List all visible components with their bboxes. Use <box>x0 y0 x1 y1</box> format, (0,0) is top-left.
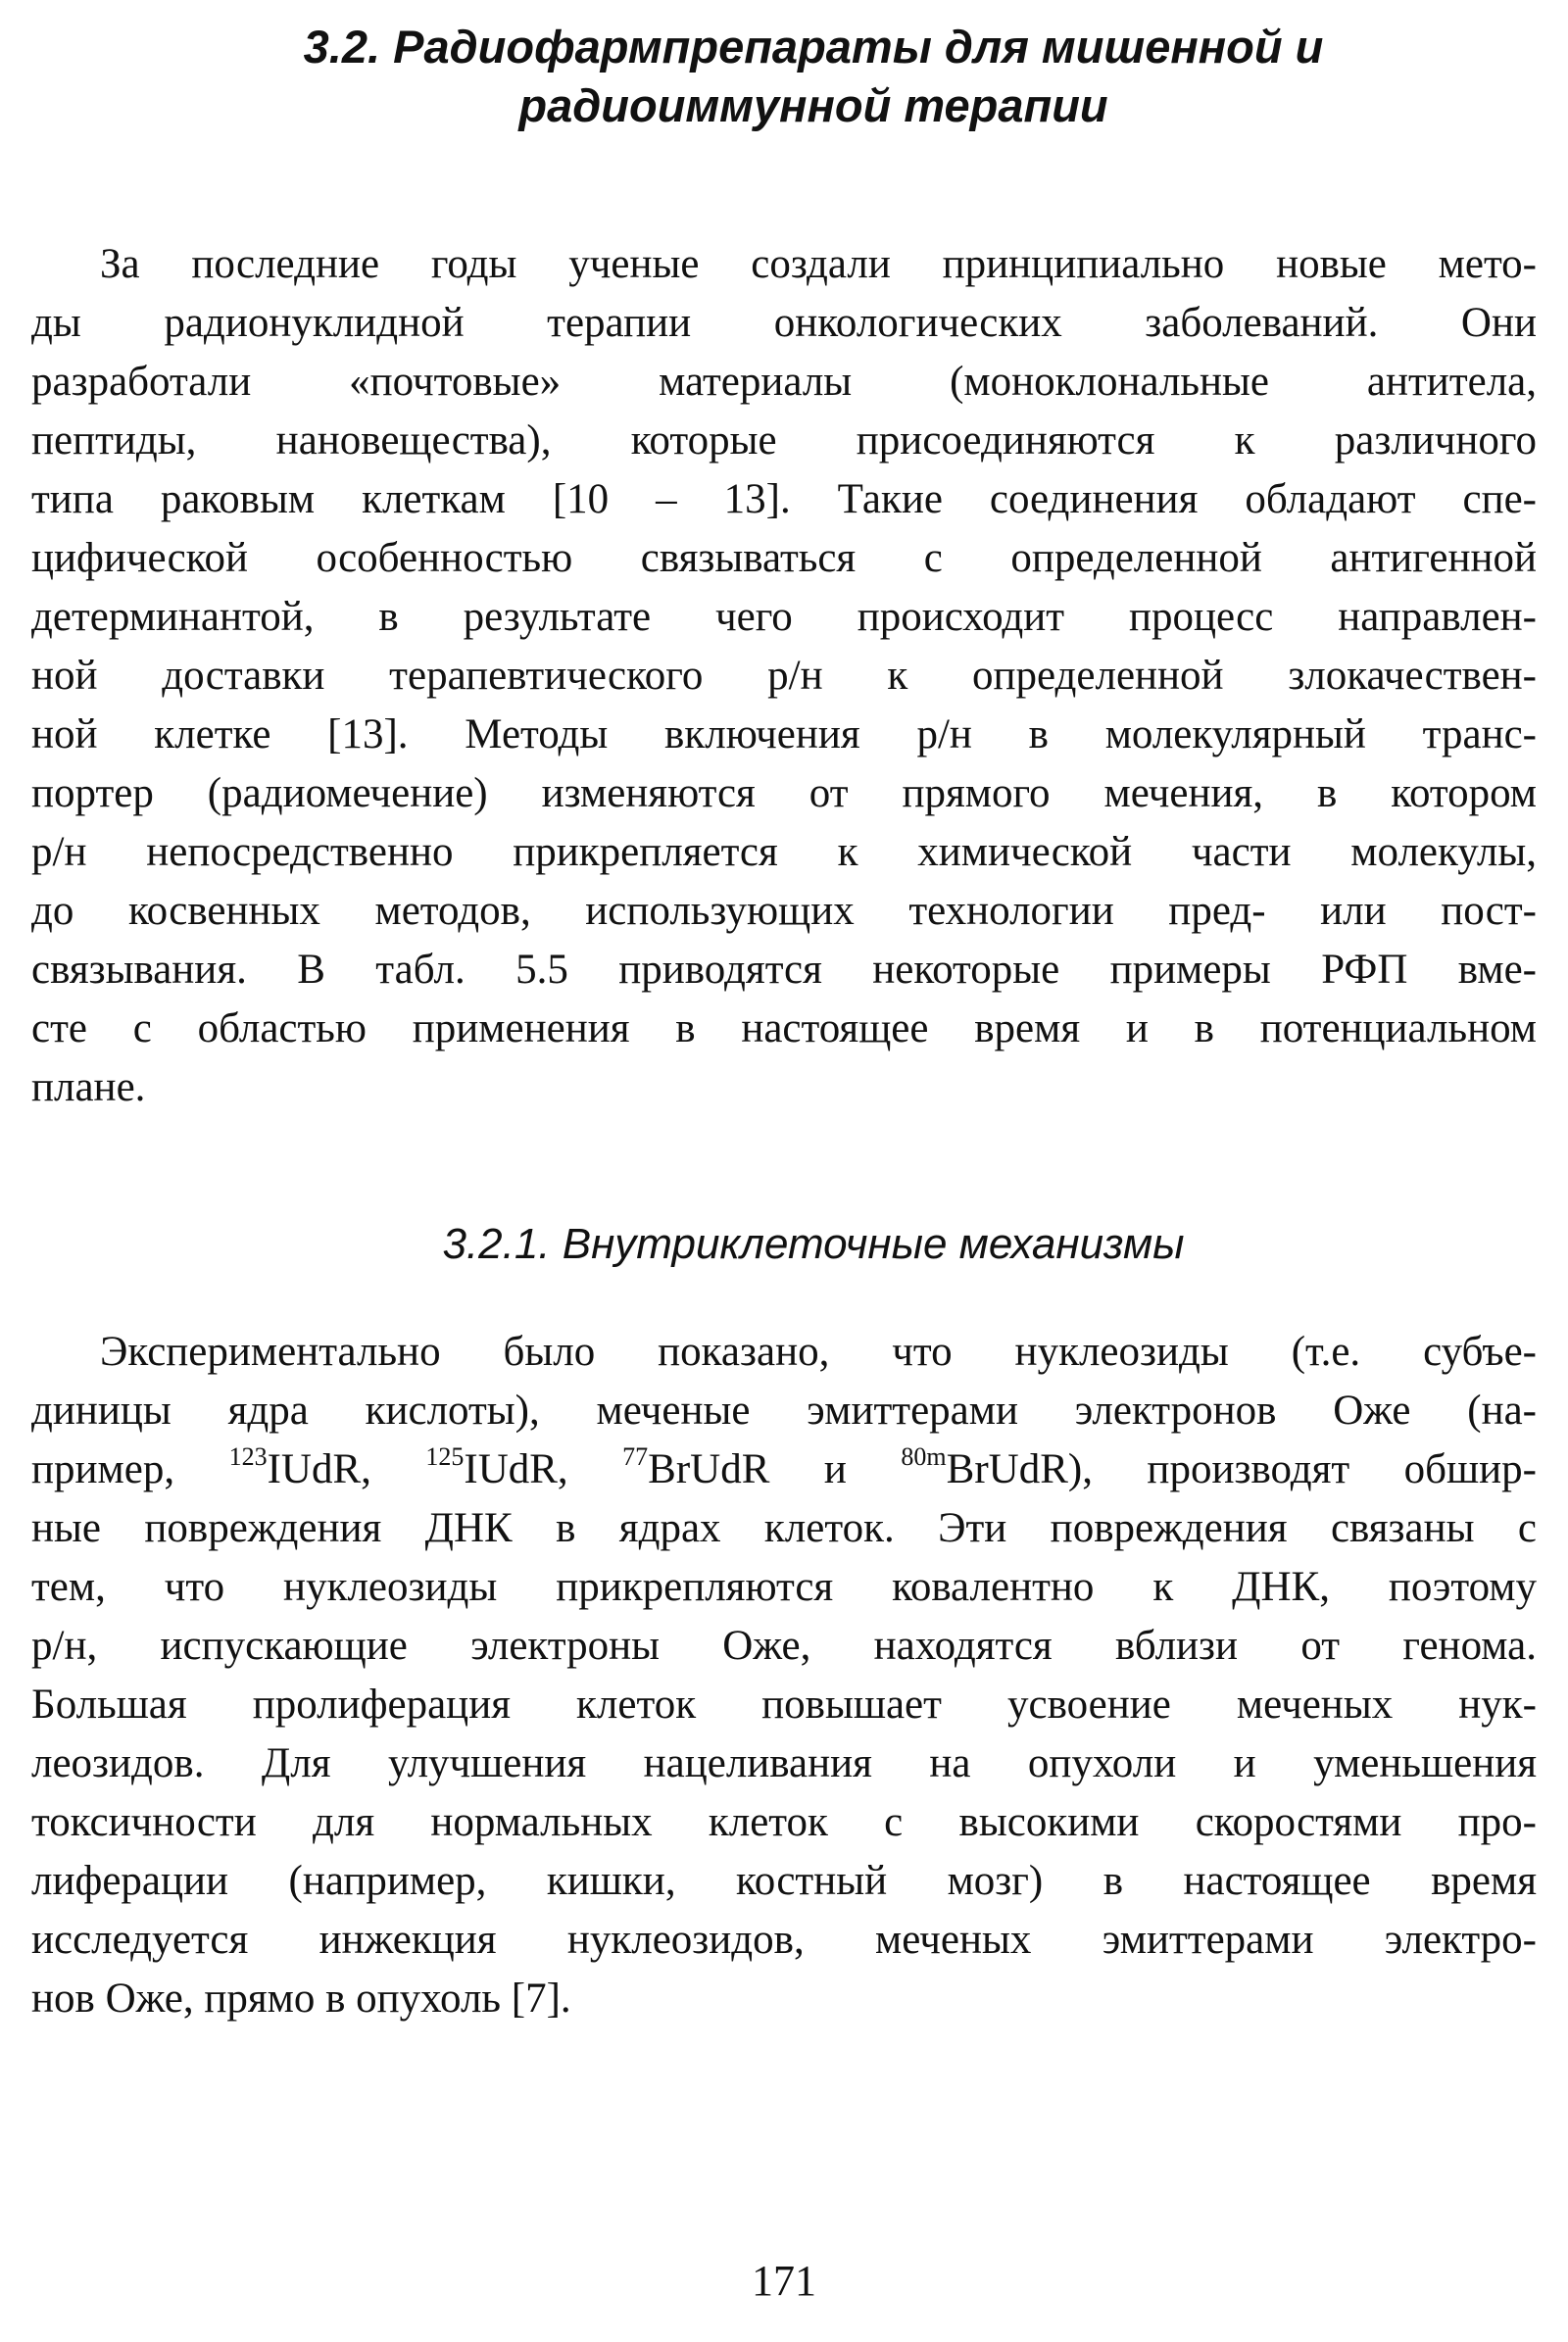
isotope-mass-bromine-80m: 80m <box>901 1442 947 1471</box>
paragraph-line: лиферации (например, кишки, костный мозг) в настоящее время <box>31 1858 1537 1904</box>
paragraph-line: р/н непосредственно прикрепляется к химической части молекулы, <box>31 829 1537 875</box>
paragraph-line: нов Оже, прямо в опухоль [7]. <box>31 1976 571 2022</box>
paragraph-line: детерминантой, в результате чего происходит процесс направлен- <box>31 594 1537 640</box>
paragraph-line: типа раковым клеткам [10 – 13]. Такие соединения обладают спе- <box>31 476 1537 522</box>
isotope-name-brudr-80m: BrUdR), производят обшир- <box>946 1446 1537 1492</box>
isotope-mass-bromine-77: 77 <box>622 1442 649 1471</box>
section-title <box>118 18 1509 135</box>
paragraph-line: ды радионуклидной терапии онкологических заболеваний. Они <box>31 300 1537 346</box>
paragraph-line: За последние годы ученые создали принципиально новые мето- <box>100 241 1537 287</box>
paragraph-line: до косвенных методов, использующих технологии пред- или пост- <box>31 888 1537 934</box>
subsection-title: 3.2.1. Внутриклеточные механизмы <box>442 1220 1185 1268</box>
isotope-line-prefix: пример, <box>31 1446 229 1492</box>
isotope-name-iudr-123: IUdR, <box>267 1446 426 1492</box>
paragraph-line: плане. <box>31 1064 146 1110</box>
paragraph-line: исследуется инжекция нуклеозидов, меченых эмиттерами электро- <box>31 1917 1537 1963</box>
paragraph-line: Экспериментально было показано, что нуклеозиды (т.е. субъе- <box>100 1329 1537 1375</box>
paragraph-line: связывания. В табл. 5.5 приводятся некоторые примеры РФП вме- <box>31 947 1537 993</box>
paragraph-line: токсичности для нормальных клеток с высокими скоростями про- <box>31 1799 1537 1845</box>
isotope-name-brudr-77: BrUdR и <box>648 1446 902 1492</box>
isotope-mass-iodine-123: 123 <box>228 1442 268 1471</box>
paragraph-line: ной доставки терапевтического р/н к определенной злокачествен- <box>31 653 1537 699</box>
paragraph-line: леозидов. Для улучшения нацеливания на опухоли и уменьшения <box>31 1740 1537 1786</box>
paragraph-mechanisms <box>31 1323 1537 2028</box>
page-number: 171 <box>752 2257 816 2305</box>
paragraph-line: портер (радиомечение) изменяются от прямого мечения, в котором <box>31 770 1537 816</box>
paragraph-line: сте с областью применения в настоящее время и в потенциальном <box>31 1005 1537 1051</box>
paragraph-line: р/н, испускающие электроны Оже, находятся вблизи от генома. <box>31 1623 1537 1669</box>
isotope-name-iudr-125: IUdR, <box>464 1446 623 1492</box>
paragraph-line: ной клетке [13]. Методы включения р/н в молекулярный транс- <box>31 711 1537 757</box>
paragraph-line: разработали «почтовые» материалы (моноклональные антитела, <box>31 359 1537 405</box>
paragraph-line: ные повреждения ДНК в ядрах клеток. Эти повреждения связаны с <box>31 1505 1537 1551</box>
paragraph-line: Большая пролиферация клеток повышает усвоение меченых нук- <box>31 1682 1537 1728</box>
section-title-line-1: 3.2. Радиофармпрепараты для мишенной и <box>303 21 1324 73</box>
isotope-mass-iodine-125: 125 <box>425 1442 465 1471</box>
section-title-line-2: радиоиммунной терапии <box>518 79 1108 131</box>
paragraph-line: тем, что нуклеозиды прикрепляются ковалентно к ДНК, поэтому <box>31 1564 1537 1610</box>
paragraph-intro <box>31 235 1537 1117</box>
paragraph-line: диницы ядра кислоты), меченые эмиттерами электронов Оже (на- <box>31 1388 1537 1434</box>
paragraph-line-isotopes <box>31 1440 1537 1499</box>
paragraph-line: пептиды, нановещества), которые присоединяются к различного <box>31 417 1537 464</box>
paragraph-line: цифической особенностью связываться с определенной антигенной <box>31 535 1537 581</box>
